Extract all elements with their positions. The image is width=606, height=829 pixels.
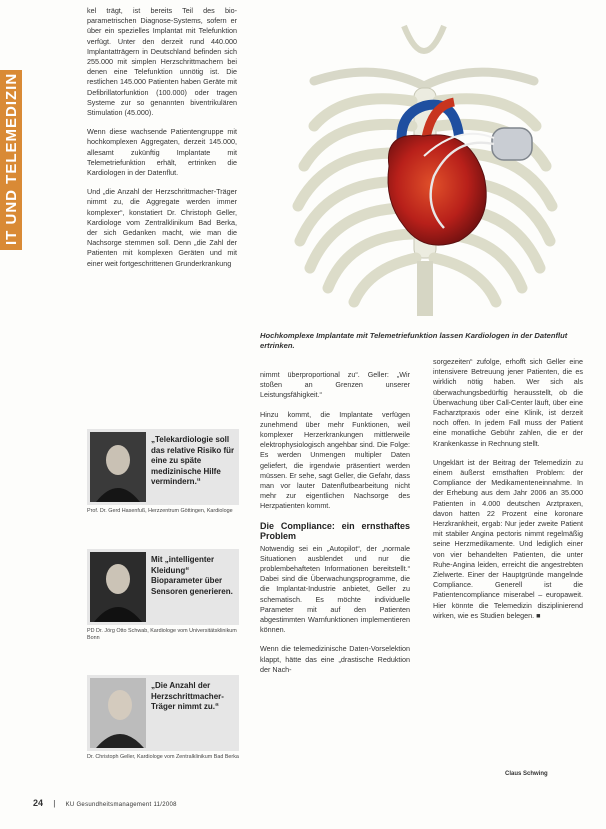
quote-caption: Dr. Christoph Geller, Kardiologe vom Zentralklinikum Bad Berka xyxy=(87,754,239,760)
quote-caption: Prof. Dr. Gerd Hasenfuß, Herzzentrum Göttingen, Kardiologe xyxy=(87,508,233,514)
portrait-image xyxy=(90,678,146,748)
portrait-photo xyxy=(90,432,146,502)
quote-box xyxy=(87,549,239,641)
paragraph: kel trägt, ist bereits Teil des bio-parametrischen Diagnose-Systems, sofern er über ein spezielles Implantat mit Telefunktion verfügt. Unter den derzeit rund 440.000 Implantatträgern in Deutschland befinden sich 255.000 mit simplen Herzschrittmachern bei denen eine Telefunktion unnötig ist. Die restlichen 145.000 Patienten haben Geräte mit Defibrillatorfunktion (100.000) oder tragen Systeme zur so genannten biventrikulären Stimulation (45.000). xyxy=(87,6,237,118)
quote-box xyxy=(87,675,239,760)
footer-separator: | xyxy=(53,799,56,808)
portrait-image xyxy=(90,432,146,502)
portrait-photo xyxy=(90,678,146,748)
ribcage-heart-image xyxy=(254,6,594,326)
paragraph: Ungeklärt ist der Beitrag der Telemedizin zu einem äußerst ernsthaften Problem: der Compliance der Medikamenteneinnahme. In der Erhebung aus dem Jahr 2006 an 35.000 Patienten in 4.000 deutschen Arztpraxen, davon hatten 22 Prozent eine koronare Herzkrankheit, ergab: Nur jeder zweite Patient mit stabiler Angina pectoris nimmt regelmäßig seine Herzmedikamente. Und lediglich einer von vier behandelten Patienten, die unter Ruhe-Angina leiden, erreicht die angestrebten Zielwerte. Einer der Hauptgründe mangelnde Compliance. Generell ist die Patientencompliance miserabel – europaweit. Hier könnte die Telemedizin disziplinierend wirken, wie es Studien belegen. ■ xyxy=(433,457,583,620)
paragraph: Und „die Anzahl der Herzschrittmacher-Träger nimmt zu, die Aggregate werden immer komplexer“, konstatiert Dr. Christoph Geller, Kardiologe vom Zentralklinikum Bad Berka, der sich Gedanken macht, wie man die Nachsorge stemmen soll. Denn „die Zahl der Patienten mit komplexen Geräten und mit einer weit fortgeschrittenen Grunderkrankung xyxy=(87,187,237,268)
quote-caption: PD Dr. Jörg Otto Schwab, Kardiologe vom Universitätsklinikum Bonn xyxy=(87,628,237,641)
chest-illustration xyxy=(254,6,594,326)
page-footer xyxy=(33,798,177,808)
column-3 xyxy=(433,357,583,630)
portrait-photo xyxy=(90,552,146,622)
quote-box xyxy=(87,429,239,514)
subheading: Die Compliance: ein ernsthaftes Problem xyxy=(260,520,410,542)
paragraph: Hinzu kommt, die Implantate verfügen zunehmend über mehr Funktionen, weil komplexer Herzerkrankungen mittlerweile elektrophysiologisch angehbar sind. Die Folge: Es werden Unmengen multipler Daten geliefert, die irgendwie präsentiert werden müssen. Er sehe, sagt Geller, die Gefahr, dass man vor lauter Datenflutbearbeitung nicht mehr zur eigentlichen Nachsorge des Herzpatienten kommt. xyxy=(260,409,410,511)
portrait-image xyxy=(90,552,146,622)
paragraph: Notwendig sei ein „Autopilot“, der „normale Situationen ausblendet und nur die problembehafteten Informationen bereitstellt.“ Dabei sind die Überwachungsprogramme, die die Implantat-Industrie anbietet, Geller zu schematisch. Es möchte individuelle Parameter mit auf den Patienten abgestimmten Warnfunktionen implementieren können. xyxy=(260,543,410,635)
paragraph: sorgezeiten“ zufolge, erhofft sich Geller eine intensivere Betreuung jener Patienten, die es wirklich nötig haben. Wer sich als überwachungsbedürftig herausstellt, ob die Überwachung über Call-Center läuft, über eine Facharztpraxis oder eine Klinik, ist derzeit noch offen. In jedem Fall muss der Patient eine monatliche Gebühr zahlen, die er der Krankenkasse in Rechnung stellt. xyxy=(433,357,583,448)
figure-caption: Hochkomplexe Implantate mit Telemetriefunktion lassen Kardiologen in der Datenflut ertrinken. xyxy=(260,331,568,350)
author-credit: Claus Schwing xyxy=(505,771,548,777)
column-1 xyxy=(87,6,237,278)
quote-text: „Telekardiologie soll das relative Risiko für eine zu späte medizinische Hilfe vermindern.“ xyxy=(151,435,235,486)
section-label xyxy=(3,229,20,245)
paragraph: Wenn die telemedizinische Daten-Vorselektion klappt, hätte das eine „drastische Reduktion der Nach- xyxy=(260,644,410,674)
quote-text: „Die Anzahl der Herzschrittmacher-Träger nimmt zu.“ xyxy=(151,681,224,711)
quote-text: Mit „intelligenter Kleidung“ Bioparameter über Sensoren generieren. xyxy=(151,555,233,596)
paragraph: Wenn diese wachsende Patientengruppe mit hochkomplexen Aggregaten, derzeit 145.000, allesamt zukünftig Implantate mit Telemetriefunktion erhält, ertrinken die Kardiologen in der Datenflut. xyxy=(87,127,237,178)
publication-title: KU Gesundheitsmanagement 11/2008 xyxy=(65,802,177,808)
page-number: 24 xyxy=(33,798,44,808)
column-2 xyxy=(260,370,410,684)
paragraph: nimmt überproportional zu“. Geller: „Wir stoßen an Grenzen unserer Leistungsfähigkeit.“ xyxy=(260,370,410,400)
